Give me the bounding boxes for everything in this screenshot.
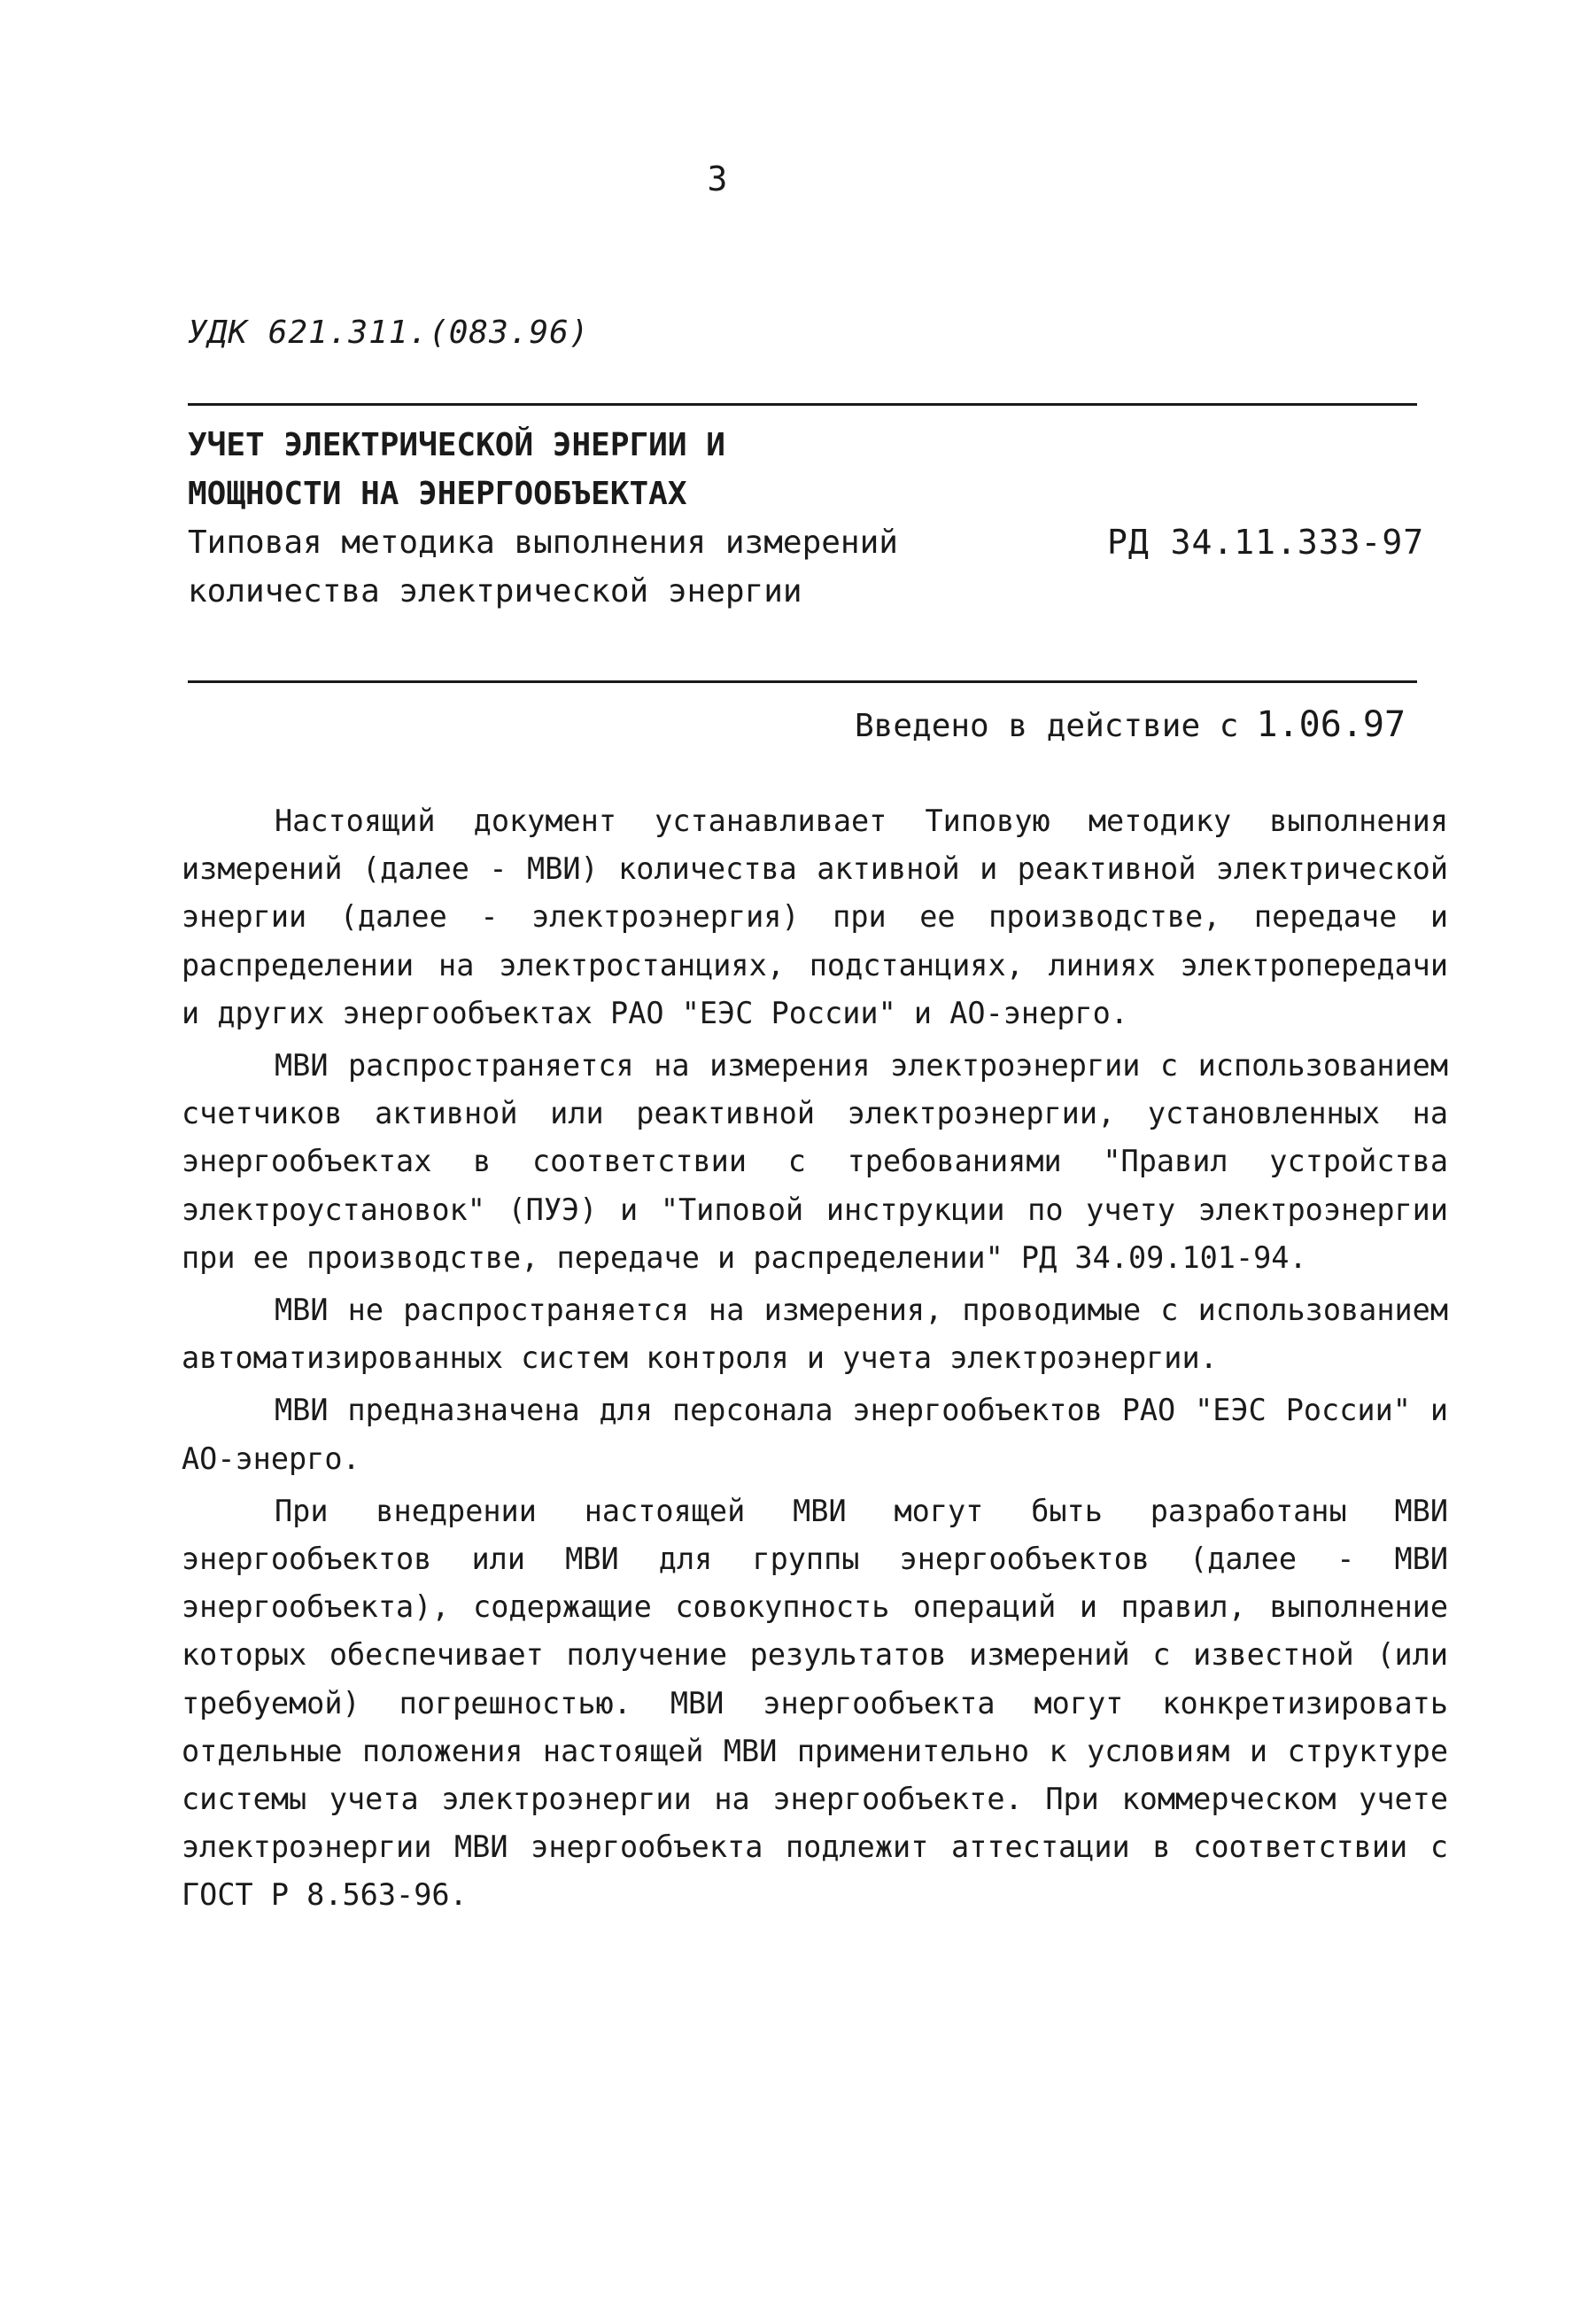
effective-date-line: [855, 704, 1406, 745]
document-title-block: [188, 421, 914, 616]
udk-classification: УДК 621.311.(083.96): [188, 315, 590, 351]
effective-label: Введено в действие с: [855, 708, 1239, 744]
paragraph: МВИ не распространяется на измерения, проводимые с использованием автоматизированных систем контроля и учета электроэнергии.: [182, 1293, 1448, 1376]
header-top-rule: [188, 403, 1417, 406]
paragraph: При внедрении настоящей МВИ могут быть разработаны МВИ энергообъектов или МВИ для группы энергообъектов (далее - МВИ энергообъекта), содержащие совокупность операций и правил, выполнение которых обеспечивает получение результатов измерений с известной (или требуемой) погрешностью. МВИ энергообъекта могут конкретизировать отдельные положения настоящей МВИ применительно к условиям и структуре системы учета электроэнергии на энергообъекте. При коммерческом учете электроэнергии МВИ энергообъекта подлежит аттестации в соответствии с ГОСТ Р 8.563-96.: [182, 1493, 1448, 1913]
document-code: РД 34.11.333-97: [1107, 523, 1425, 562]
document-body: [182, 797, 1448, 1924]
title-line-1: УЧЕТ ЭЛЕКТРИЧЕСКОЙ ЭНЕРГИИ И: [188, 427, 725, 463]
title-line-2: МОЩНОСТИ НА ЭНЕРГООБЪЕКТАХ: [188, 476, 687, 512]
paragraph: МВИ распространяется на измерения электроэнергии с использованием счетчиков активной или реактивной электроэнергии, установленных на энергообъектах в соответствии с требованиями "Правил устройства электроустановок" (ПУЭ) и "Типовой инструкции по учету электроэнергии при ее производстве, передаче и распределении" РД 34.09.101-94.: [182, 1048, 1448, 1275]
page-number: 3: [707, 159, 728, 198]
paragraph: Настоящий документ устанавливает Типовую методику выполнения измерений (далее - МВИ) количества активной и реактивной электрической энергии (далее - электроэнергия) при ее производстве, передаче и распределении на электростанциях, подстанциях, линиях электропередачи и других энергообъектах РАО "ЕЭС России" и АО-энерго.: [182, 804, 1448, 1030]
header-bottom-rule: [188, 680, 1417, 683]
effective-date: 1.06.97: [1256, 704, 1406, 745]
paragraph: МВИ предназначена для персонала энергообъектов РАО "ЕЭС России" и АО-энерго.: [182, 1393, 1448, 1476]
document-subtitle: Типовая методика выполнения измерений количества электрической энергии: [188, 524, 898, 610]
